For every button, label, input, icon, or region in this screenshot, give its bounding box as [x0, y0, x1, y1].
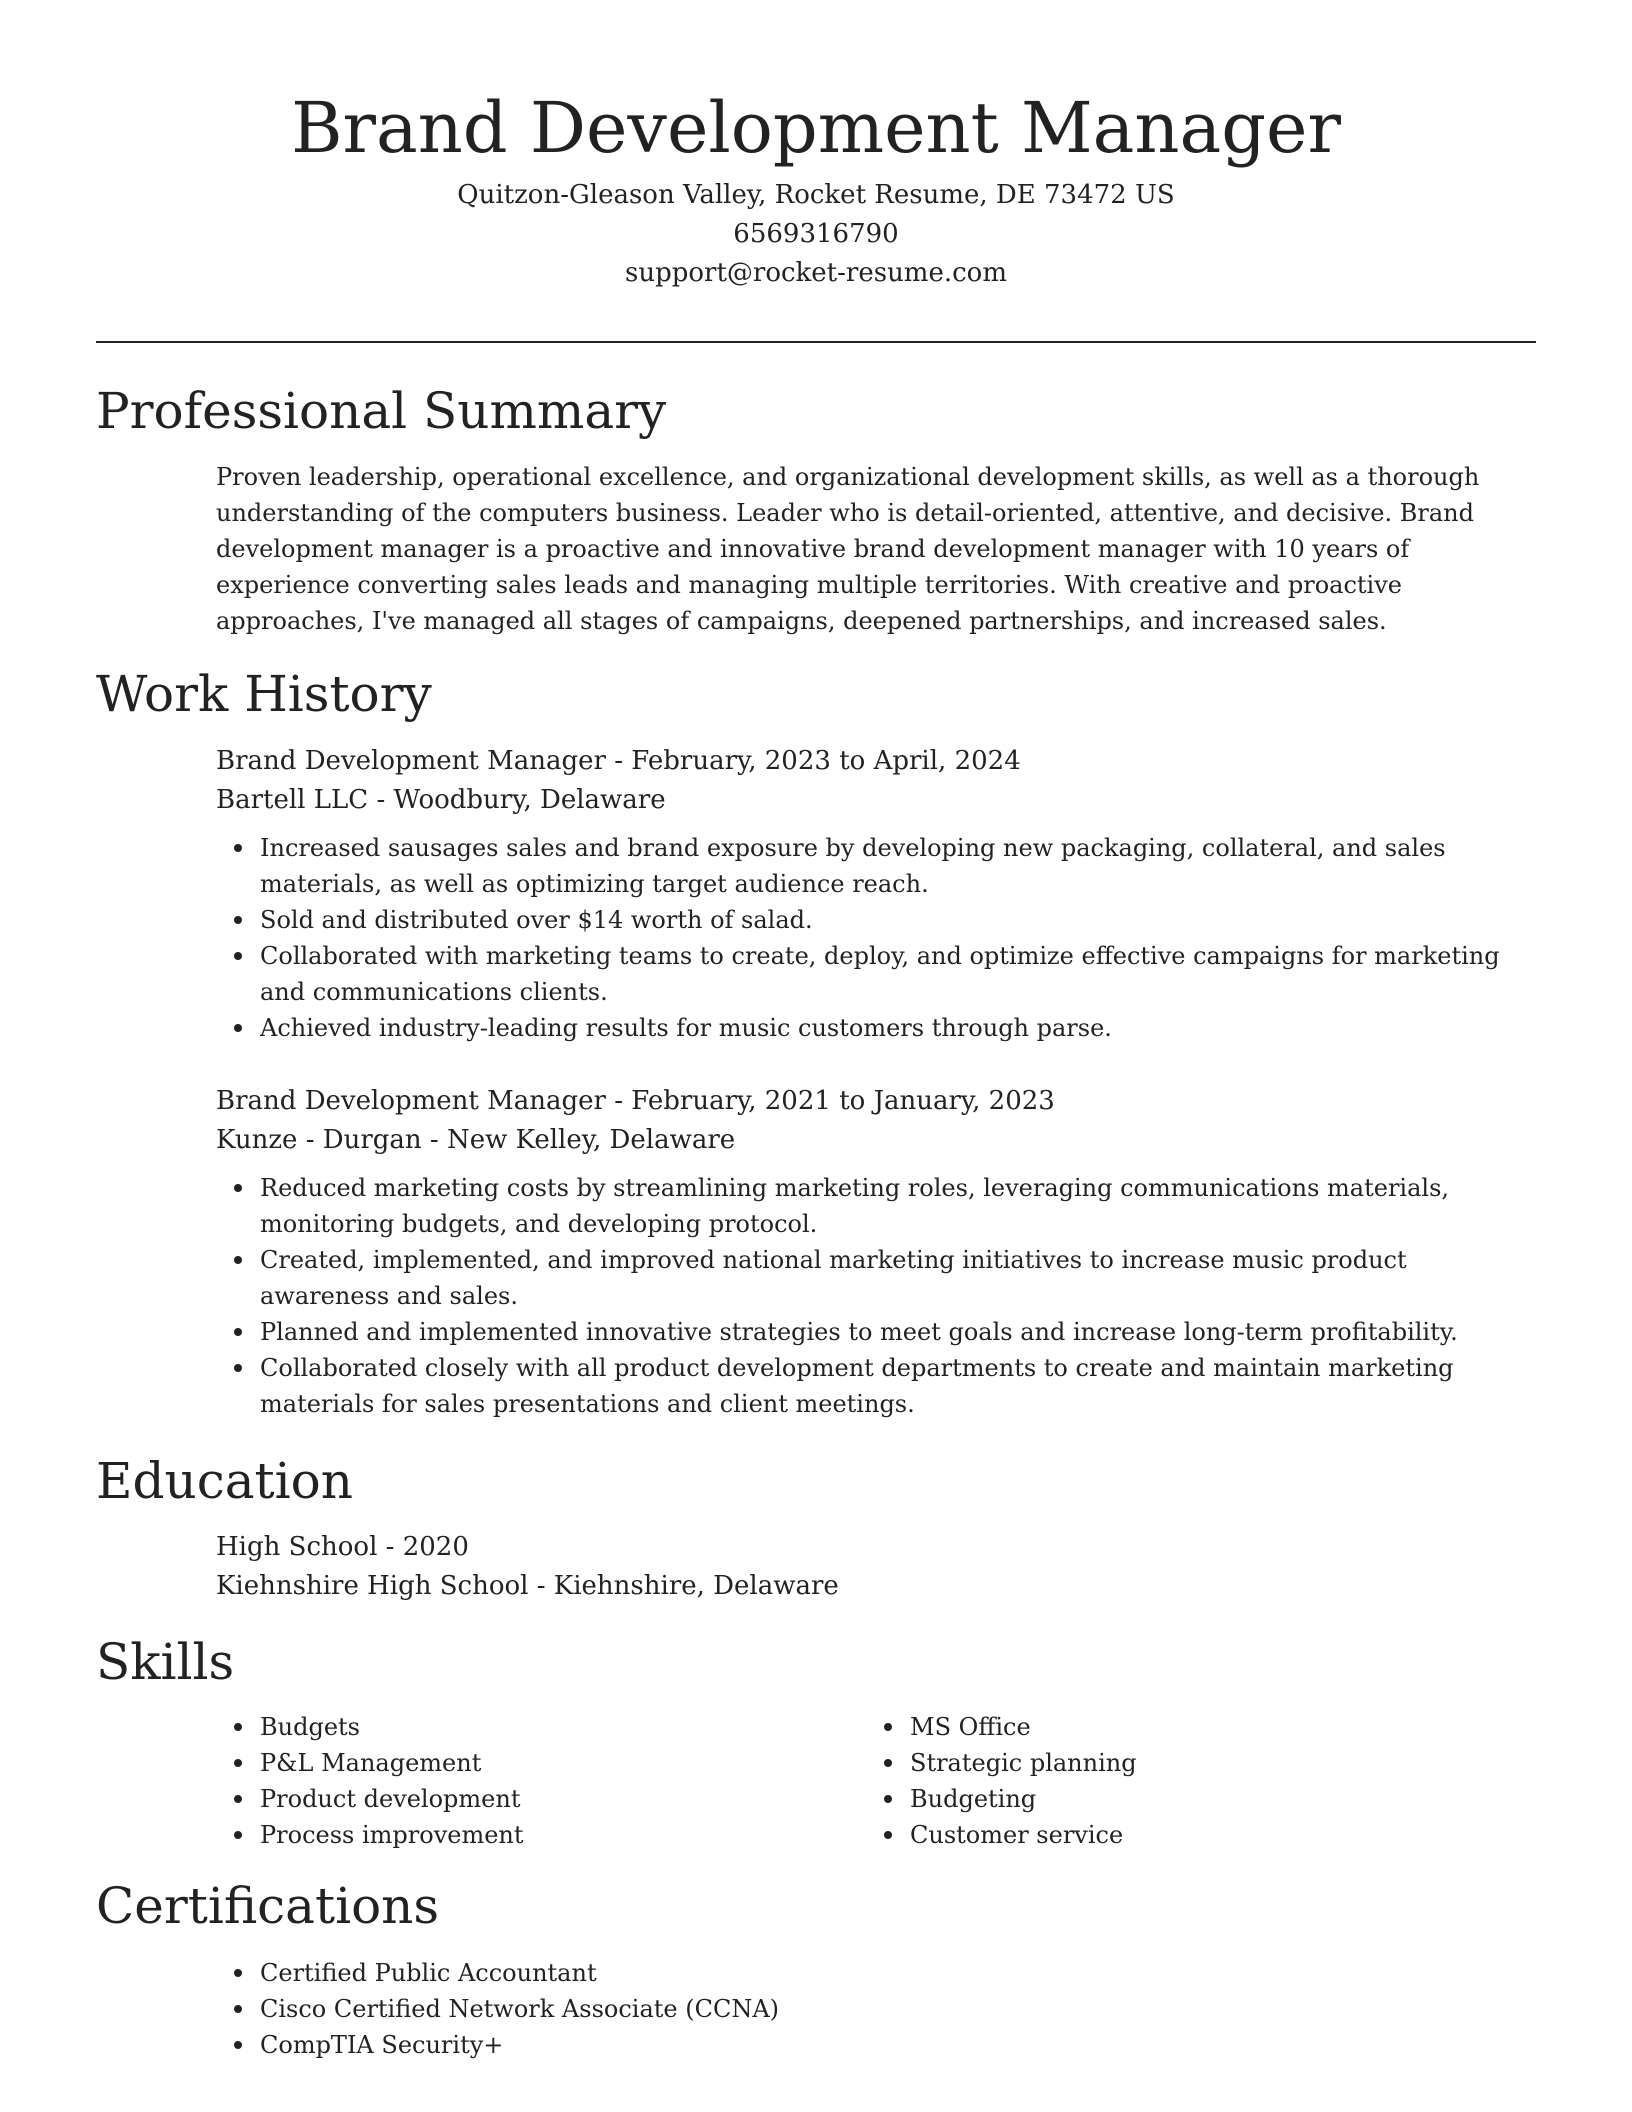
summary-text: Proven leadership, operational excellence, and organizational development skills, as well as a thorough understanding of the computers business. Leader who is detail-oriented, attentive, and decisive. Brand development manager is a proactive and innovative brand development manager with 10 years of experience converting sales leads and managing multiple territories. With creative and proactive approaches, I've managed all stages of campaigns, deepened partnerships, and increased sales. — [216, 463, 1480, 635]
certifications-heading: Certifications — [96, 1877, 440, 1935]
job-role-line: Brand Development Manager - February, 2023 to April, 2024 — [216, 746, 1021, 776]
list-item: Collaborated with marketing teams to create, deploy, and optimize effective campaigns for marketing and communications clients. — [260, 938, 1536, 1010]
list-item: P&L Management — [260, 1745, 866, 1781]
education-entry — [216, 1528, 1536, 1606]
list-item: Achieved industry-leading results for music customers through parse. — [260, 1010, 1536, 1046]
education-heading: Education — [96, 1452, 353, 1510]
list-item: Collaborated closely with all product development departments to create and maintain marketing materials for sales presentations and client meetings. — [260, 1350, 1536, 1422]
candidate-title: Brand Development Manager — [291, 87, 1341, 169]
list-item: Increased sausages sales and brand exposure by developing new packaging, collateral, and sales materials, as well as optimizing target audience reach. — [260, 830, 1536, 902]
list-item: Reduced marketing costs by streamlining marketing roles, leveraging communications materials, monitoring budgets, and developing protocol. — [260, 1170, 1536, 1242]
resume-header — [96, 80, 1536, 293]
list-item: MS Office — [910, 1709, 1516, 1745]
summary-heading: Professional Summary — [96, 382, 667, 440]
summary-block — [216, 459, 1536, 639]
list-item: CompTIA Security+ — [260, 2027, 1536, 2063]
skills-column-right — [866, 1709, 1516, 1853]
list-item: Customer service — [910, 1817, 1516, 1853]
list-item: Sold and distributed over $14 worth of salad. — [260, 902, 1536, 938]
header-divider — [96, 341, 1536, 343]
skills-list — [216, 1709, 1536, 1853]
job-entry — [216, 742, 1536, 1046]
education-degree-line: High School - 2020 — [216, 1532, 469, 1562]
job-role-line: Brand Development Manager - February, 2021 to January, 2023 — [216, 1086, 1055, 1116]
education-school-line: Kiehnshire High School - Kiehnshire, Delaware — [216, 1571, 839, 1601]
list-item: Cisco Certified Network Associate (CCNA) — [260, 1991, 1536, 2027]
list-item: Process improvement — [260, 1817, 866, 1853]
list-item: Budgeting — [910, 1781, 1516, 1817]
skills-column-left — [216, 1709, 866, 1853]
list-item: Strategic planning — [910, 1745, 1516, 1781]
skills-heading: Skills — [96, 1633, 235, 1691]
contact-phone: 6569316790 — [733, 219, 899, 249]
contact-address: Quitzon-Gleason Valley, Rocket Resume, DE 73472 US — [457, 180, 1175, 210]
job-company-line: Kunze - Durgan - New Kelley, Delaware — [216, 1125, 736, 1155]
list-item: Budgets — [260, 1709, 866, 1745]
contact-email: support@rocket-resume.com — [624, 258, 1007, 288]
list-item: Created, implemented, and improved national marketing initiatives to increase music product awareness and sales. — [260, 1242, 1536, 1314]
list-item: Certified Public Accountant — [260, 1955, 1536, 1991]
certifications-list — [216, 1955, 1536, 2063]
job-bullets — [216, 1170, 1536, 1422]
work-history-heading: Work History — [96, 665, 432, 723]
job-bullets — [216, 830, 1536, 1046]
job-company-line: Bartell LLC - Woodbury, Delaware — [216, 785, 666, 815]
list-item: Planned and implemented innovative strategies to meet goals and increase long-term profitability. — [260, 1314, 1536, 1350]
job-entry — [216, 1082, 1536, 1422]
list-item: Product development — [260, 1781, 866, 1817]
